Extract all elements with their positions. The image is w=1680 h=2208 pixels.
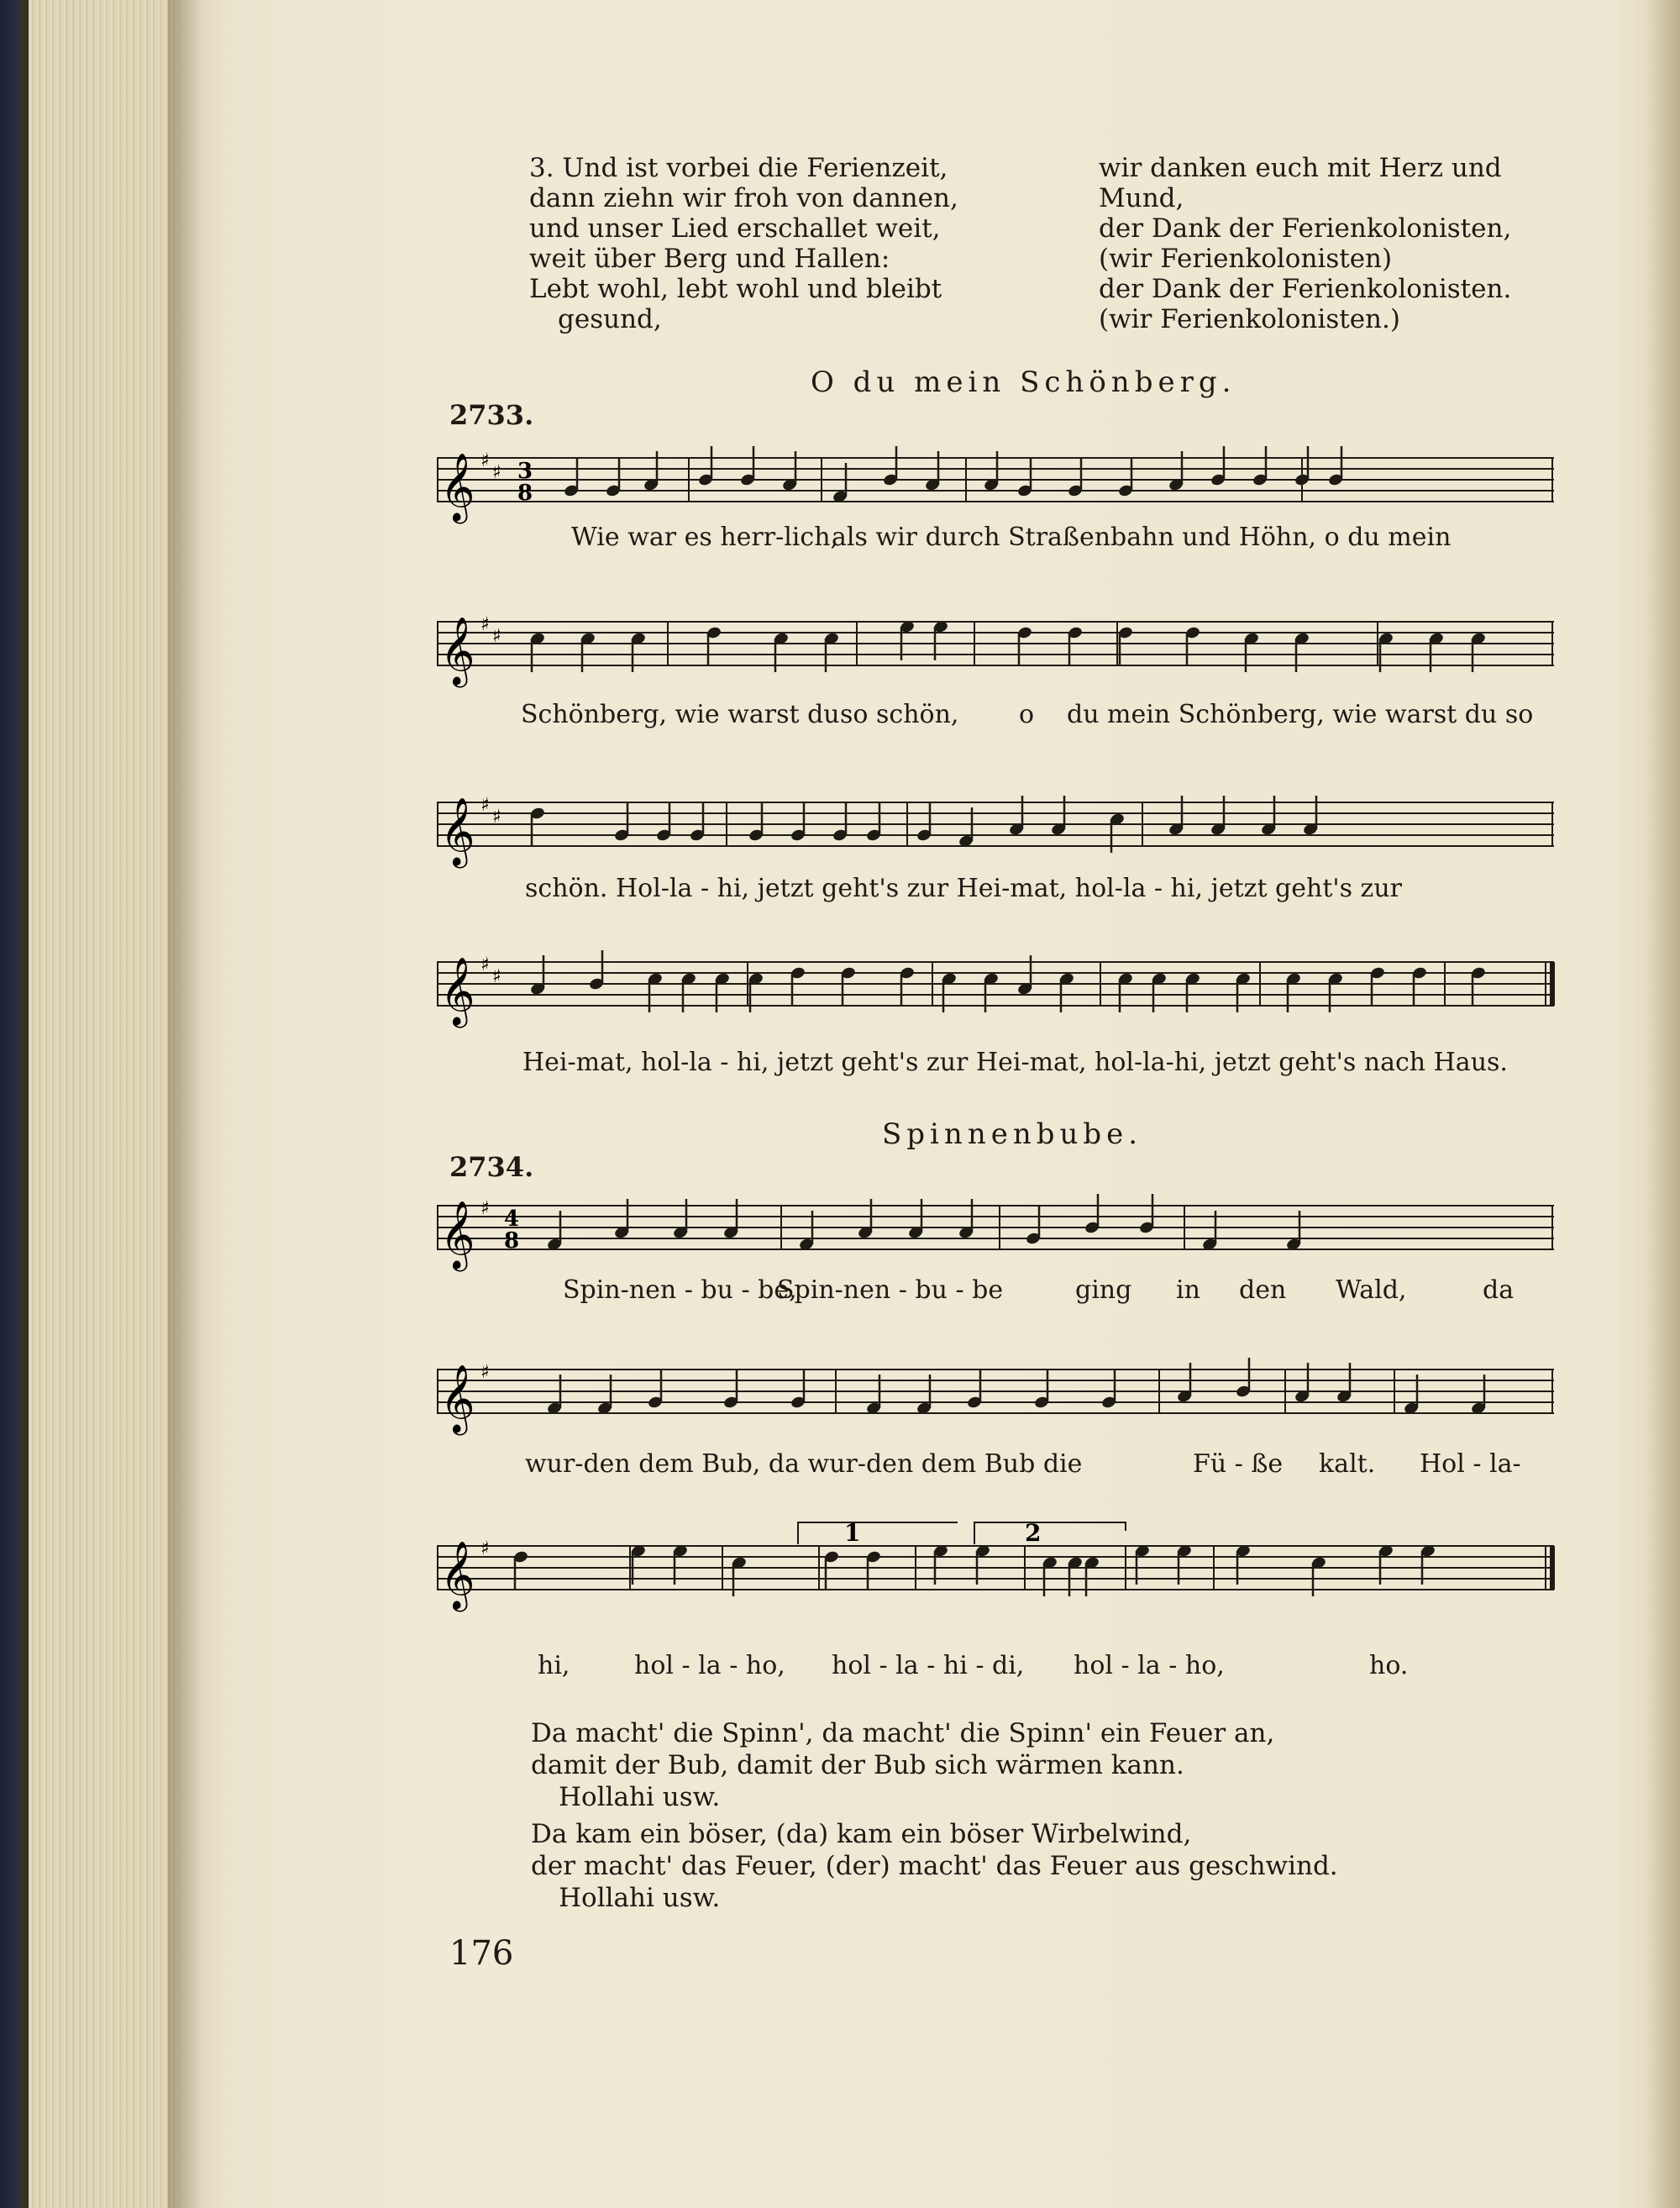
verse-line: (wir Ferienkolonisten.) (1099, 304, 1400, 334)
verse-line: dann ziehn wir froh von dannen, (529, 183, 958, 213)
sharp-icon: ♯ (480, 954, 490, 975)
treble-clef-icon: 𝄞 (440, 1364, 475, 1433)
verse-line: der Dank der Ferienkolonisten. (1099, 274, 1512, 304)
sharp-icon: ♯ (492, 807, 501, 828)
verse-line: (wir Ferienkolonisten) (1099, 244, 1393, 274)
treble-clef-icon: 𝄞 (440, 956, 475, 1025)
song-number: 2733. (449, 399, 534, 431)
page-number: 176 (449, 1934, 514, 1973)
lyric-line: hol - la - ho, (634, 1651, 785, 1680)
verse-line: der macht' das Feuer, (der) macht' das Feuer aus geschwind. (531, 1851, 1338, 1881)
verse-line: Da macht' die Spinn', da macht' die Spinn' ein Feuer an, (531, 1718, 1275, 1748)
verse-line: weit über Berg und Hallen: (529, 244, 890, 274)
music-staff (437, 786, 1554, 878)
music-staff (437, 605, 1554, 697)
song-title: O du mein Schönberg. (811, 365, 1236, 399)
lyric-line: Spin-nen - bu - be, (563, 1275, 797, 1305)
verse-line: 3. Und ist vorbei die Ferienzeit, (529, 153, 948, 183)
lyric-line: Hol - la- (1420, 1449, 1521, 1479)
treble-clef-icon: 𝄞 (440, 452, 475, 521)
lyric-line: hol - la - ho, (1074, 1651, 1225, 1680)
verse-line: Hollahi usw. (559, 1883, 721, 1913)
sharp-icon: ♯ (492, 462, 501, 483)
sharp-icon: ♯ (480, 795, 490, 816)
verse-line: gesund, (558, 304, 662, 334)
lyric-line: kalt. (1319, 1449, 1376, 1479)
sharp-icon: ♯ (480, 1198, 490, 1219)
page-edge-shadow (1646, 0, 1680, 2208)
music-staff (437, 1519, 1554, 1622)
verse-line: damit der Bub, damit der Bub sich wärmen kann. (531, 1750, 1184, 1780)
sharp-icon: ♯ (480, 1538, 490, 1559)
sharp-icon: ♯ (480, 614, 490, 635)
lyric-line: Hei-mat, hol-la - hi, jetzt geht's zur Hei-mat, hol-la-hi, jetzt geht's nach Haus. (522, 1048, 1508, 1077)
lyric-line: o (1019, 700, 1035, 729)
lyric-line: ho. (1369, 1651, 1409, 1680)
sharp-icon: ♯ (480, 450, 490, 471)
song-title: Spinnenbube. (882, 1117, 1143, 1151)
lyric-line: Wald, (1336, 1275, 1407, 1305)
treble-clef-icon: 𝄞 (440, 1540, 475, 1609)
time-signature: 8 (517, 481, 533, 506)
music-staff (437, 441, 1554, 534)
verse-line: Lebt wohl, lebt wohl und bleibt (529, 274, 942, 304)
verse-line: und unser Lied erschallet weit, (529, 213, 941, 244)
gutter-shadow (168, 0, 202, 2208)
verse-line: Da kam ein böser, (da) kam ein böser Wirbelwind, (531, 1819, 1192, 1849)
treble-clef-icon: 𝄞 (440, 796, 475, 865)
ending-number: 1 (844, 1519, 861, 1547)
lyric-line: Schönberg, wie warst du (521, 700, 840, 729)
music-staff (437, 1189, 1554, 1281)
time-signature: 3 (517, 459, 533, 484)
time-signature: 8 (504, 1228, 520, 1254)
verse-line: Hollahi usw. (559, 1782, 721, 1812)
ending-number: 2 (1025, 1519, 1042, 1547)
lyric-line: ging (1075, 1275, 1132, 1305)
lyric-line: Wie war es herr-lich, (571, 523, 839, 552)
lyric-line: da (1483, 1275, 1515, 1305)
verse-line: Mund, (1099, 183, 1184, 213)
lyric-line: du mein Schönberg, wie warst du so (1067, 700, 1534, 729)
lyric-line: wur-den dem Bub, da wur-den dem Bub die (525, 1449, 1083, 1479)
lyric-line: schön. Hol-la - hi, jetzt geht's zur Hei-mat, hol-la - hi, jetzt geht's zur (525, 874, 1403, 903)
lyric-line: hi, (538, 1651, 570, 1680)
lyric-line: Spin-nen - bu - be (777, 1275, 1004, 1305)
lyric-line: hol - la - hi - di, (832, 1651, 1025, 1680)
lyric-line: als wir durch Straßenbahn und Höhn, o du mein (832, 523, 1452, 552)
sharp-icon: ♯ (480, 1362, 490, 1383)
lyric-line: so schön, (840, 700, 959, 729)
lyric-line: in (1176, 1275, 1200, 1305)
sharp-icon: ♯ (492, 966, 501, 987)
sharp-icon: ♯ (492, 626, 501, 647)
treble-clef-icon: 𝄞 (440, 616, 475, 685)
song-number: 2734. (449, 1151, 534, 1183)
music-staff (437, 945, 1554, 1038)
music-staff (437, 1353, 1554, 1445)
verse-line: der Dank der Ferienkolonisten, (1099, 213, 1512, 244)
lyric-line: den (1239, 1275, 1287, 1305)
treble-clef-icon: 𝄞 (440, 1200, 475, 1269)
time-signature: 4 (504, 1207, 520, 1232)
verse-line: wir danken euch mit Herz und (1099, 153, 1502, 183)
lyric-line: Fü - ße (1193, 1449, 1284, 1479)
